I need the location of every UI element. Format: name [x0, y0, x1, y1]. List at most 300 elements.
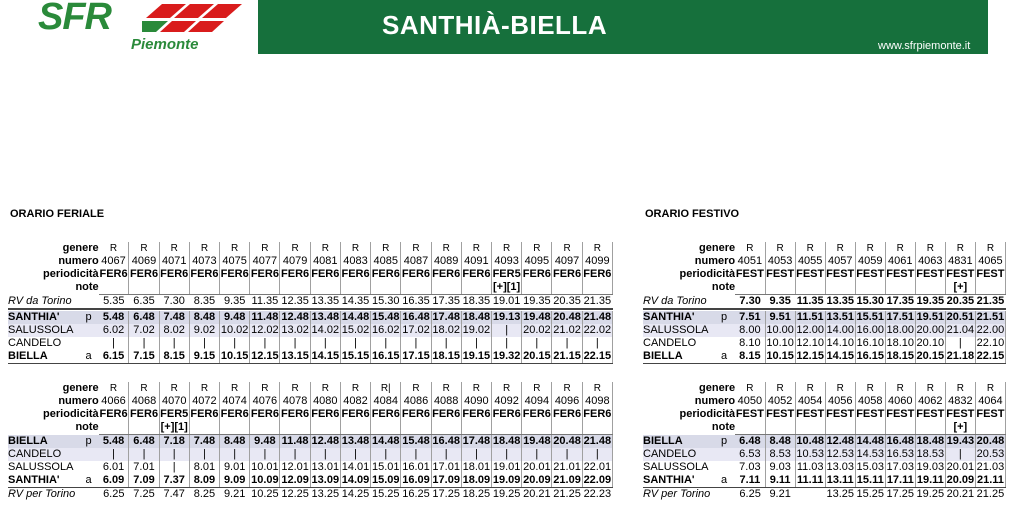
time-cell: 16.01	[402, 461, 430, 473]
time-cell: 5.48	[99, 311, 129, 324]
time-cell: |	[159, 448, 189, 461]
header-periodicita-value: FER6	[250, 268, 279, 280]
page-header	[26, 0, 988, 54]
header-genere-value: R	[915, 382, 945, 395]
header-label-periodicita: periodicità	[679, 408, 736, 420]
time-cell: 8.09	[189, 474, 219, 488]
rv-time: 17.35	[432, 295, 460, 307]
header-periodicita-value: FER6	[99, 268, 128, 280]
rv-label: RV da Torino	[643, 294, 707, 307]
time-cell: 10.02	[220, 324, 249, 336]
header-genere-value: R	[825, 242, 855, 255]
header-genere-value: R	[310, 382, 340, 395]
header-periodicita-value: FEST	[826, 268, 855, 280]
header-numero-value: 4085	[371, 255, 401, 268]
rv-time: 7.30	[739, 295, 761, 307]
header-numero-value: 4065	[975, 255, 1005, 268]
header-genere-value: R	[885, 382, 915, 395]
header-note-value	[431, 281, 461, 295]
time-cell: 13.48	[311, 311, 340, 323]
header-periodicita-value: FEST	[916, 408, 945, 420]
rv-label: RV per Torino	[8, 488, 76, 500]
station-arr-dep: a	[713, 350, 735, 364]
header-genere-value: R|	[371, 382, 401, 395]
header-note-value	[250, 421, 280, 435]
header-genere-value: R	[401, 382, 431, 395]
header-genere-value: R	[461, 382, 491, 395]
header-note-value	[825, 421, 855, 435]
header-periodicita-value: FER6	[462, 408, 491, 420]
time-cell: |	[99, 337, 129, 350]
header-numero-value: 4075	[220, 255, 250, 268]
time-cell: |	[129, 337, 159, 350]
time-cell: 14.09	[341, 474, 370, 486]
rv-time: 19.35	[523, 295, 551, 307]
header-periodicita-value: FER6	[311, 268, 340, 280]
header-note-value	[129, 281, 159, 295]
header-numero-value: 4067	[99, 255, 129, 268]
header-numero-value: 4070	[159, 395, 189, 408]
header-note-value	[522, 421, 552, 435]
station-row	[8, 435, 613, 449]
rv-time: 5.35	[103, 295, 125, 307]
time-cell: 17.01	[432, 461, 460, 473]
rv-time: 7.30	[163, 295, 185, 307]
time-cell: 18.01	[462, 461, 491, 473]
time-cell: 20.48	[553, 311, 581, 323]
header-note-value	[129, 421, 159, 435]
time-cell: 18.09	[462, 474, 491, 486]
time-cell: 20.15	[523, 350, 551, 362]
header-genere-value: R	[915, 242, 945, 255]
header-row-periodicita	[8, 268, 613, 281]
time-cell: 15.48	[402, 435, 430, 447]
header-genere-value: R	[735, 242, 765, 255]
time-cell: 6.48	[735, 435, 765, 449]
time-cell: 6.48	[129, 435, 159, 449]
station-name: SALUSSOLA	[643, 324, 713, 337]
time-cell: 11.11	[797, 474, 824, 486]
time-cell: 18.48	[462, 311, 491, 323]
station-arr-dep: p	[713, 311, 735, 324]
time-cell: 9.01	[220, 461, 250, 474]
rv-time: 16.35	[402, 295, 430, 307]
station-row	[643, 337, 1006, 350]
header-periodicita-value: FER6	[341, 268, 370, 280]
header-genere-value: R	[129, 242, 159, 255]
time-cell: 12.09	[281, 474, 309, 486]
header-label-note: note	[711, 421, 736, 434]
time-cell: |	[250, 448, 280, 461]
time-cell: 15.15	[341, 350, 370, 362]
station-row	[8, 474, 613, 488]
rv-time: 17.25	[886, 488, 915, 500]
header-numero-value: 4084	[371, 395, 401, 408]
header-note-value	[99, 281, 129, 295]
header-note-value	[189, 281, 219, 295]
rv-time: 9.21	[223, 488, 246, 500]
header-label-note: note	[711, 281, 736, 294]
time-cell: 14.02	[311, 324, 340, 336]
feriale-andata-table	[8, 242, 613, 364]
rv-time: 13.25	[311, 488, 340, 500]
header-numero-value: 4098	[582, 395, 612, 408]
rv-time: 18.35	[462, 295, 491, 307]
rv-time: 20.35	[553, 295, 581, 307]
time-cell: 10.53	[796, 448, 824, 460]
header-numero-value: 4081	[310, 255, 340, 268]
time-cell: 9.51	[765, 311, 795, 324]
time-cell: 10.48	[796, 435, 824, 447]
time-cell: 22.01	[583, 461, 612, 473]
time-cell: 8.10	[735, 337, 765, 350]
header-numero-value: 4083	[340, 255, 370, 268]
station-name: CANDELO	[8, 337, 79, 350]
header-genere-value: R	[371, 242, 401, 255]
header-genere-value: R	[159, 382, 189, 395]
time-cell: 10.00	[766, 324, 794, 336]
header-genere-value: R	[735, 382, 765, 395]
time-cell: |	[159, 337, 189, 350]
rv-time: 16.25	[402, 488, 430, 500]
time-cell: 10.09	[251, 474, 279, 486]
header-periodicita-value: FER6	[583, 408, 612, 420]
time-cell: 12.02	[251, 324, 279, 336]
time-cell: 13.48	[341, 435, 370, 447]
header-numero-value: 4071	[159, 255, 189, 268]
time-cell: 7.48	[159, 311, 189, 324]
time-cell: 22.15	[583, 350, 612, 362]
header-numero-value: 4086	[401, 395, 431, 408]
rv-label: RV da Torino	[8, 294, 72, 307]
header-numero-value: 4090	[461, 395, 491, 408]
time-cell: 11.51	[796, 311, 824, 323]
station-row	[8, 448, 613, 461]
header-note-value	[552, 281, 582, 295]
rv-time: 15.30	[371, 295, 400, 307]
header-periodicita-value: FER6	[281, 268, 310, 280]
header-note-value	[220, 281, 250, 295]
header-label-numero: numero	[58, 255, 99, 267]
header-genere-value: R	[522, 382, 552, 395]
time-cell: 16.48	[886, 435, 915, 447]
station-arr-dep	[79, 324, 99, 337]
header-genere-value: R	[280, 242, 310, 255]
header-row-genere	[643, 242, 1006, 255]
time-cell: |	[280, 337, 310, 350]
header-numero-value: 4097	[552, 255, 582, 268]
header-periodicita-value: FER6	[401, 268, 431, 280]
rv-time	[795, 488, 825, 502]
time-cell: 13.51	[826, 311, 854, 323]
header-numero-value: 4079	[280, 255, 310, 268]
header-label-numero: numero	[694, 255, 736, 267]
time-cell: |	[340, 337, 370, 350]
time-cell: 9.11	[765, 474, 795, 488]
header-genere-value: R	[431, 382, 461, 395]
header-row-genere	[8, 382, 613, 395]
header-genere-value: R	[461, 242, 491, 255]
time-cell: 8.01	[189, 461, 219, 474]
time-cell: 12.48	[281, 311, 309, 323]
time-cell: 21.11	[976, 474, 1004, 486]
time-cell: 22.15	[976, 350, 1005, 362]
header-row-note	[643, 421, 1006, 435]
header-numero-value: 4059	[855, 255, 885, 268]
time-cell: 11.48	[251, 311, 279, 323]
time-cell: 7.18	[159, 435, 189, 449]
time-cell: 22.00	[976, 324, 1005, 336]
time-cell: 12.00	[796, 324, 824, 336]
time-cell: 7.03	[735, 461, 765, 474]
header-numero-value: 4052	[765, 395, 795, 408]
header-label-periodicita: periodicità	[43, 268, 99, 280]
rv-time: 20.35	[946, 295, 975, 307]
time-cell: 17.48	[462, 435, 491, 447]
header-numero-value: 4094	[522, 395, 552, 408]
station-row	[643, 350, 1006, 364]
rv-time: 14.35	[341, 295, 370, 307]
time-cell: |	[189, 337, 219, 350]
header-periodicita-value: FER6	[371, 268, 400, 280]
time-cell: 17.11	[886, 474, 914, 486]
header-note-value	[280, 421, 310, 435]
header-note-value	[461, 281, 491, 295]
time-cell: 7.01	[129, 461, 159, 474]
time-cell: 12.01	[281, 461, 309, 473]
time-cell: 18.02	[432, 324, 460, 336]
time-cell: 21.51	[976, 311, 1005, 323]
header-periodicita-value: FER6	[190, 408, 219, 420]
feriale-title: ORARIO FERIALE	[10, 208, 105, 220]
time-cell: 12.48	[311, 435, 340, 447]
time-cell: 19.48	[523, 435, 551, 447]
header-numero-value: 4061	[885, 255, 915, 268]
rv-time: 8.35	[193, 295, 216, 307]
header-periodicita-value: FEST	[856, 408, 885, 420]
header-periodicita-value: FEST	[916, 268, 945, 280]
station-name: BIELLA	[643, 435, 713, 449]
festivo-title: ORARIO FESTIVO	[645, 208, 740, 220]
header-periodicita-value: FER6	[522, 408, 551, 420]
time-cell: 15.03	[856, 461, 885, 473]
header-periodicita-value: FEST	[766, 268, 795, 280]
time-cell: 22.10	[976, 337, 1005, 349]
header-numero-value: 4080	[310, 395, 340, 408]
time-cell: 20.51	[946, 311, 975, 323]
logo-stripes-icon	[142, 4, 252, 34]
header-periodicita-value: FER5	[160, 408, 189, 420]
time-cell: |	[340, 448, 370, 461]
header-row-genere	[643, 382, 1006, 395]
header-note-value	[401, 421, 431, 435]
station-name: CANDELO	[8, 448, 79, 461]
station-arr-dep: p	[79, 311, 99, 324]
station-row	[643, 474, 1006, 488]
time-cell: 12.15	[251, 350, 279, 362]
header-note-value	[795, 281, 825, 295]
header-note-value	[492, 421, 522, 435]
time-cell: 7.02	[129, 324, 159, 337]
header-note-value	[855, 281, 885, 295]
website-link[interactable]: www.sfrpiemonte.it	[878, 40, 971, 52]
header-row-numero	[643, 255, 1006, 268]
rv-time: 22.23	[583, 488, 612, 500]
header-note-value	[885, 281, 915, 295]
header-note-value	[765, 281, 795, 295]
header-numero-value: 4062	[915, 395, 945, 408]
time-cell: |	[431, 448, 461, 461]
time-cell: 8.02	[159, 324, 189, 337]
header-genere-value: R	[189, 382, 219, 395]
time-cell: 10.15	[766, 350, 794, 362]
time-cell: 21.48	[583, 311, 612, 323]
header-genere-value: R	[250, 382, 280, 395]
time-cell: 19.32	[492, 350, 521, 362]
time-cell: 16.09	[402, 474, 430, 486]
header-periodicita-value: FER6	[371, 408, 400, 420]
header-numero-value: 4099	[582, 255, 612, 268]
festivo-andata-table	[643, 242, 1006, 364]
header-periodicita-value: FER6	[220, 268, 249, 280]
header-genere-value: R	[765, 242, 795, 255]
header-periodicita-value: FEST	[946, 268, 975, 280]
header-note-value	[552, 421, 582, 435]
time-cell: 14.01	[341, 461, 370, 473]
station-arr-dep: p	[79, 435, 99, 449]
time-cell: 18.48	[916, 435, 945, 447]
time-cell: 19.43	[946, 435, 975, 447]
time-cell: 9.09	[220, 474, 250, 488]
time-cell: |	[492, 324, 522, 337]
time-cell: 11.03	[796, 461, 824, 473]
header-genere-value: R	[431, 242, 461, 255]
station-arr-dep	[713, 461, 735, 474]
time-cell: 6.15	[99, 350, 129, 364]
rv-time: 13.35	[311, 295, 340, 307]
station-arr-dep	[79, 337, 99, 350]
time-cell: 8.48	[189, 311, 219, 324]
station-name: CANDELO	[643, 448, 713, 461]
time-cell: 20.48	[976, 435, 1005, 447]
header-label-genere: genere	[62, 242, 99, 254]
station-row	[643, 448, 1006, 461]
header-row-numero	[8, 395, 613, 408]
station-arr-dep	[713, 324, 735, 337]
header-note-value	[915, 281, 945, 295]
header-label-numero: numero	[58, 395, 99, 407]
header-genere-value: R	[795, 382, 825, 395]
header-periodicita-value: FER6	[492, 408, 521, 420]
header-numero-value: 4066	[99, 395, 129, 408]
logo-subtitle: Piemonte	[131, 36, 199, 53]
time-cell: 16.00	[856, 324, 885, 336]
time-cell: 16.48	[432, 435, 460, 447]
time-cell: 21.15	[553, 350, 581, 362]
header-genere-value: R	[492, 242, 522, 255]
time-cell: 8.53	[765, 448, 795, 461]
station-name: SALUSSOLA	[8, 324, 79, 337]
header-note-value	[371, 421, 401, 435]
time-cell: 13.02	[281, 324, 309, 336]
header-note-value	[99, 421, 129, 435]
time-cell: 21.04	[946, 324, 975, 336]
rv-time: 17.25	[432, 488, 460, 500]
header-genere-value: R	[582, 382, 612, 395]
time-cell: 19.03	[916, 461, 945, 473]
header-numero-value: 4063	[915, 255, 945, 268]
time-cell: 15.09	[371, 474, 400, 486]
header-genere-value: R	[975, 242, 1005, 255]
time-cell: 12.10	[796, 337, 824, 349]
rv-time: 10.25	[251, 488, 279, 500]
time-cell: 18.53	[916, 448, 945, 460]
time-cell: 13.09	[311, 474, 340, 486]
header-note-value	[250, 281, 280, 295]
time-cell: 9.02	[189, 324, 219, 337]
header-numero-value: 4068	[129, 395, 159, 408]
time-cell: |	[461, 448, 491, 461]
rv-time: 14.25	[341, 488, 370, 500]
station-name: SANTHIA'	[8, 474, 79, 488]
header-note-value	[522, 281, 552, 295]
time-cell: 17.48	[432, 311, 460, 323]
header-genere-value: R	[189, 242, 219, 255]
time-cell: 11.48	[281, 435, 309, 447]
header-numero-value: 4831	[945, 255, 975, 268]
station-name: CANDELO	[643, 337, 713, 350]
header-row-note	[8, 281, 613, 295]
rv-time: 6.25	[739, 488, 761, 500]
time-cell: 16.02	[371, 324, 400, 336]
time-cell: 13.11	[826, 474, 854, 486]
station-row	[8, 350, 613, 364]
header-periodicita-value: FEST	[735, 408, 764, 420]
time-cell: 12.15	[796, 350, 824, 362]
rv-time: 13.35	[826, 295, 854, 307]
header-note-value	[340, 421, 370, 435]
header-row-note	[8, 421, 613, 435]
time-cell: |	[582, 448, 612, 461]
header-genere-value: R	[340, 382, 370, 395]
station-name: SANTHIA'	[643, 474, 713, 488]
time-cell: 6.02	[99, 324, 129, 337]
time-cell: 8.00	[735, 324, 765, 337]
header-genere-value: R	[159, 242, 189, 255]
time-cell: 17.02	[402, 324, 430, 336]
header-periodicita-value: FEST	[796, 408, 825, 420]
time-cell: 8.15	[735, 350, 765, 364]
header-periodicita-value: FER6	[553, 408, 582, 420]
station-row	[8, 311, 613, 324]
header-label-genere: genere	[699, 382, 736, 394]
header-periodicita-value: FER6	[522, 268, 551, 280]
rv-time: 7.25	[133, 488, 155, 500]
time-cell: |	[522, 448, 552, 461]
station-row	[643, 461, 1006, 474]
rv-time: 21.25	[976, 488, 1005, 500]
header-label-note: note	[75, 281, 99, 294]
station-arr-dep	[79, 448, 99, 461]
rv-time: 12.35	[281, 295, 309, 307]
feriale-ritorno-table	[8, 382, 613, 501]
station-name: SANTHIA'	[643, 311, 713, 324]
time-cell: |	[492, 448, 522, 461]
time-cell: 12.53	[826, 448, 854, 460]
station-row	[643, 324, 1006, 337]
header-numero-value: 4069	[129, 255, 159, 268]
time-cell: 14.53	[856, 448, 885, 460]
